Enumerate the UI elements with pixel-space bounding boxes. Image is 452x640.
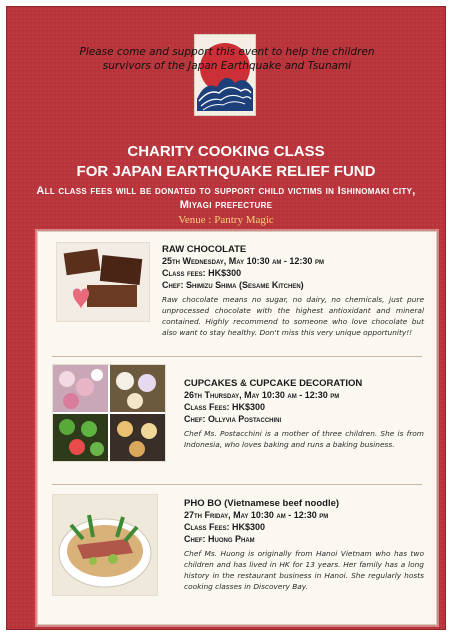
class-fees: Class fees: HK$300 (162, 268, 242, 278)
venue-label: Venue : Pantry Magic (178, 214, 274, 226)
class-description: Chef Ms. Postacchini is a mother of three children. She is from Indonesia, who loves baking and runs a baking business. (184, 429, 424, 449)
divider (52, 484, 422, 485)
class-title: PHO BO (Vietnamese beef noodle) (184, 498, 340, 509)
page-title-line2: FOR JAPAN EARTHQUAKE RELIEF FUND (76, 163, 376, 180)
flyer (6, 6, 446, 630)
class-cupcakes (184, 378, 424, 450)
class-date: 25th Wednesday, May 10:30 am - 12:30 pm (162, 256, 324, 266)
class-description: Chef Ms. Huong is originally from Hanoi Vietnam who has two children and has lived in HK for 13 years. Her family has a long history in the restaurant business in Hanoi. She regularly hosts cooking classes in Discovery Bay. (184, 549, 424, 591)
class-pho-bo (184, 498, 424, 592)
class-chef: Chef: Huong Pham (184, 534, 255, 544)
class-title: CUPCAKES & CUPCAKE DECORATION (184, 378, 363, 389)
raw-chocolate-photo (56, 242, 150, 322)
divider (52, 356, 422, 357)
donation-subtitle: All class fees will be donated to support child victims in Ishinomaki city, Miyagi prefecture (36, 185, 416, 211)
cupcakes-photo-collage (52, 364, 166, 462)
class-chef: Chef: Ollyvia Postacchini (184, 414, 282, 424)
class-fees: Class Fees: HK$300 (184, 522, 266, 532)
class-date: 26th Thursday, May 10:30 am - 12:30 pm (184, 390, 340, 400)
class-chef: Chef: Shimizu Shima (Sesame Kitchen) (162, 280, 304, 290)
pho-bo-photo (52, 494, 158, 596)
class-description: Raw chocolate means no sugar, no dairy, no chemicals, just pure unprocessed chocolate with the highest antioxidant and mineral contained. Highly recommend to someone who love chocolate but also want to stay healthy. Don't miss this very unique opportunity!! (162, 295, 424, 337)
class-date: 27th Friday, May 10:30 am - 12:30 pm (184, 510, 329, 520)
appeal-text: Please come and support this event to help the children survivors of the Japan Earthquake and Tsunami (79, 46, 375, 72)
page-title-line1: CHARITY COOKING CLASS (127, 143, 325, 160)
class-schedule-panel (37, 231, 437, 625)
class-raw-chocolate (162, 244, 424, 338)
class-title: RAW CHOCOLATE (162, 244, 247, 255)
class-fees: Class Fees: HK$300 (184, 402, 266, 412)
